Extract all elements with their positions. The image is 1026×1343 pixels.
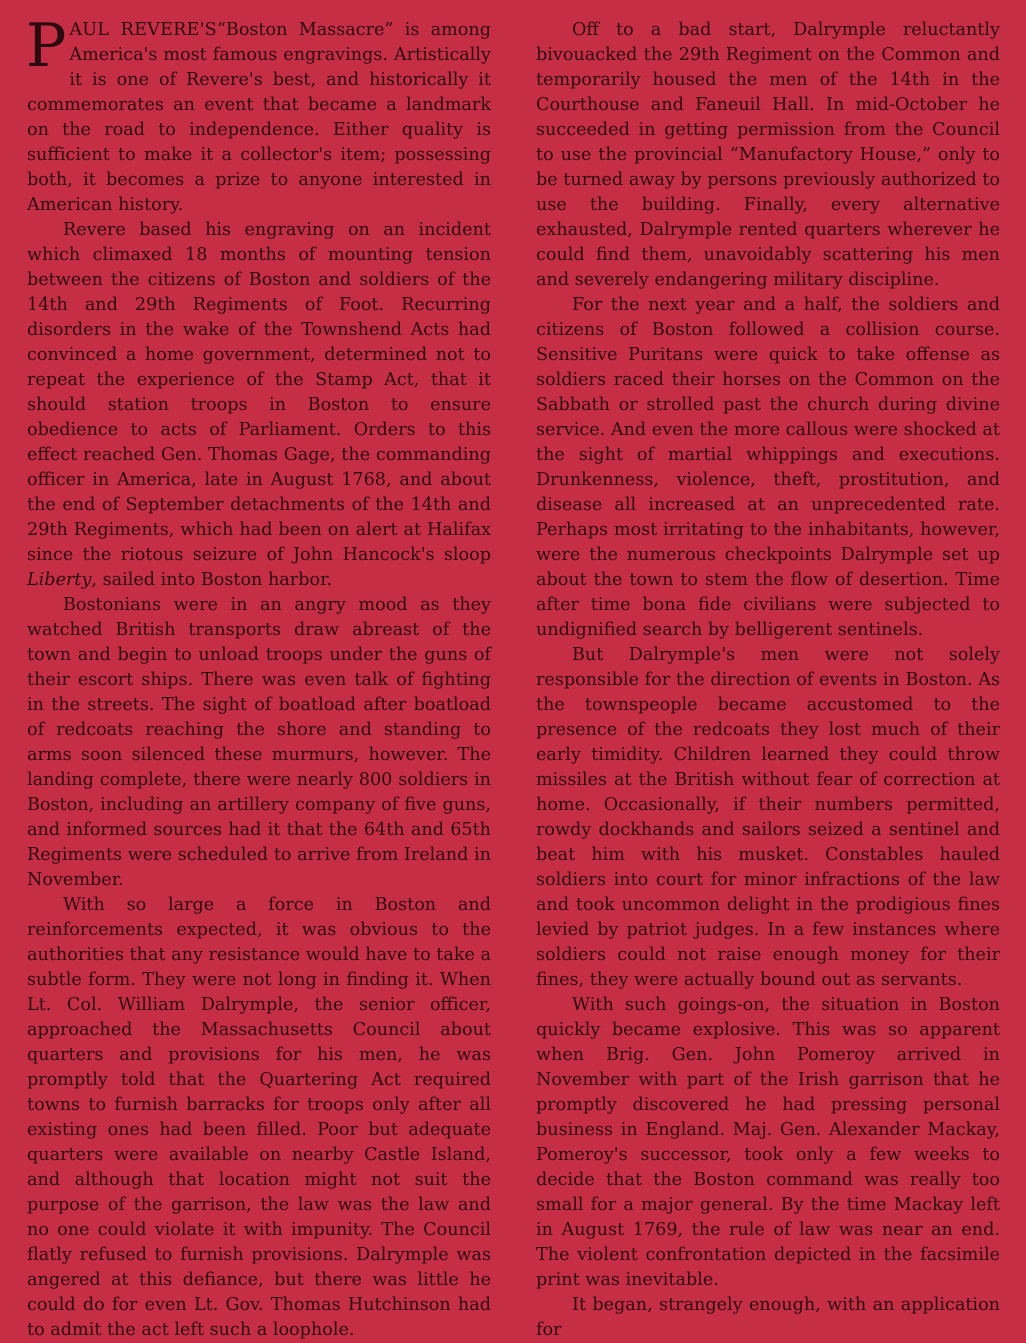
paragraph-bostonians: Bostonians were in an angry mood as they watched British transports draw abreast of the town and begin to unload troops under the guns of their escort ships. There was even talk of fighting in the streets. The sight of boatload after boatload of redcoats reaching the shore and standing to arms soon silenced these murmurs, however. The landing complete, there were nearly 800 soldiers in Boston, including an artillery company of five guns, and informed sources had it that the 64th and 65th Regiments were scheduled to arrive from Ireland in November. [27,595,491,890]
paragraph-text: Revere based his engraving on an incident which climaxed 18 months of mounting tension between the citizens of Boston and soldiers of the 14th and 29th Regiments of Foot. Recurring disorders in the wake of the Townshend Acts had convinced a home government, determined not to repeat the experience of the Stamp Act, that it should station troops in Boston to ensure obedience to acts of Parliament. Orders to this effect reached Gen. Thomas Gage, the commanding officer in America, late in August 1768, and about the end of September detachments of the 14th and 29th Regiments, which had been on alert at Halifax since the riotous seizure of John Hancock's sloop [27,220,491,565]
ship-name: Liberty [27,570,92,590]
paragraph-collision: For the next year and a half, the soldiers and citizens of Boston followed a collision course. Sensitive Puritans were quick to take offense as soldiers raced their horses on the Common on the Sabbath or strolled past the church during divine service. And even the more callous were shocked at the sight of martial whippings and executions. Drunkenness, violence, theft, prostitution, and disease all increased at an unprecedented rate. Perhaps most irritating to the inhabitants, however, were the numerous checkpoints Dalrymple set up about the town to stem the flow of desertion. Time after time bona fide civilians were subjected to undignified search by belligerent sentinels. [536,295,1000,640]
paragraph-resistance: With so large a force in Boston and reinforcements expected, it was obvious to the authorities that any resistance would have to take a subtle form. They were not long in finding it. When Lt. Col. William Dalrymple, the senior officer, approached the Massachusetts Council about quarters and provisions for his men, he was promptly told that the Quartering Act required towns to furnish barracks for troops only after all existing ones had been filled. Poor but adequate quarters were available on nearby Castle Island, and although that location might not suit the purpose of the garrison, the law was the law and no one could violate it with impunity. The Council flatly refused to furnish provisions. Dalrymple was angered at this defiance, but there was little he could do for even Lt. Gov. Thomas Hutchinson had to admit the act left such a loophole. [27,895,491,1340]
paragraph-engraving [27,218,491,593]
intro-text: “Boston Massacre” is among America's most famous engravings. Artistically it is one of Revere's best, and historically it commemorates an event that became a landmark on the road to independence. Either quality is sufficient to make it a collector's item; possessing both, it becomes a prize to anyone interested in American history. [27,20,491,215]
paragraph-text: , sailed into Boston harbor. [91,570,333,590]
paragraph-explosive: With such goings-on, the situation in Boston quickly became explosive. This was so apparent when Brig. Gen. John Pomeroy arrived in November with part of the Irish garrison that he promptly discovered he had pressing personal business in England. Maj. Gen. Alexander Mackay, Pomeroy's successor, took only a few weeks to decide that the Boston command was really too small for a major general. By the time Mackay left in August 1769, the rule of law was near an end. The violent confrontation depicted in the facsimile print was inevitable. [536,995,1000,1290]
paragraph-began: It began, strangely enough, with an application for [536,1295,1000,1340]
paragraph-intro [26,11,491,218]
left-column [26,11,491,1340]
lead-caps: AUL REVERE'S [69,20,217,40]
paragraph-bad-start: Off to a bad start, Dalrymple reluctantly bivouacked the 29th Regiment on the Common and temporarily housed the men of the 14th in the Courthouse and Faneuil Hall. In mid-October he succeeded in getting permission from the Council to use the provincial “Manufactory House,” only to be turned away by persons previously authorized to use the building. Finally, every alternative exhausted, Dalrymple rented quarters wherever he could find them, unavoidably scattering his men and severely endangering military discipline. [536,20,1000,290]
drop-cap: P [26,11,67,81]
right-column [536,18,1000,1340]
paragraph-townspeople: But Dalrymple's men were not solely responsible for the direction of events in Boston. As the townspeople became accustomed to the presence of the redcoats they lost much of their early timidity. Children learned they could throw missiles at the British without fear of correction at home. Occasionally, if their numbers permitted, rowdy dockhands and sailors seized a sentinel and beat him with his musket. Constables hauled soldiers into court for minor infractions of the law and took uncommon delight in the prodigious fines levied by patriot judges. In a few instances where soldiers could not raise enough money for their fines, they were actually bound out as servants. [536,645,1000,990]
